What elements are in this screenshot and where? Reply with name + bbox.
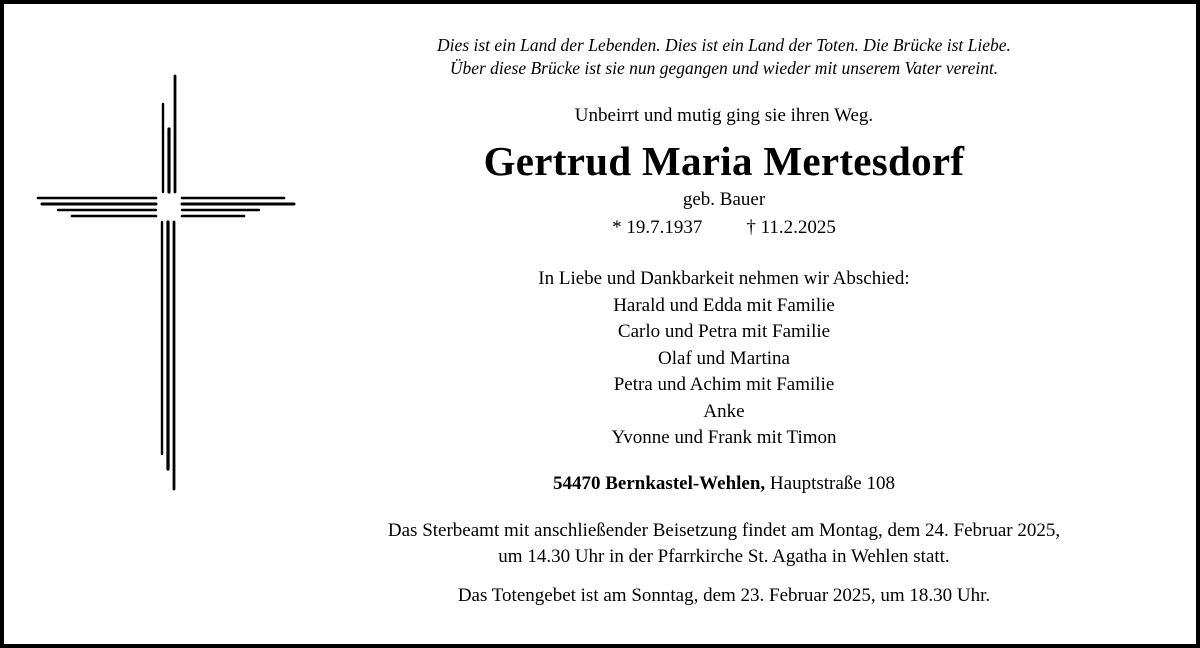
address xyxy=(304,472,1144,496)
mourner-item: Anke xyxy=(703,400,745,422)
prayer-notice: Das Totengebet ist am Sonntag, dem 23. Februar 2025, um 18.30 Uhr. xyxy=(457,584,991,606)
address-street: Hauptstraße 108 xyxy=(769,472,895,494)
birth-date: * 19.7.1937 xyxy=(612,217,703,238)
funeral-line: Das Sterbeamt mit anschließender Beisetzung findet am Montag, dem 24. Februar 2025, xyxy=(387,519,1061,541)
funeral-line: um 14.30 Uhr in der Pfarrkirche St. Agatha in Wehlen statt. xyxy=(498,545,950,567)
mourner-item: Carlo und Petra mit Familie xyxy=(617,321,831,342)
deceased-name: Gertrud Maria Mertesdorf xyxy=(483,138,965,184)
mourner-item: Olaf und Martina xyxy=(658,347,790,369)
mourner-item: Harald und Edda mit Familie xyxy=(613,294,835,316)
mourner-item: Petra und Achim mit Familie xyxy=(613,374,835,395)
motto xyxy=(304,34,1144,80)
motto-line: Dies ist ein Land der Lebenden. Dies ist ein Land der Toten. Die Brücke ist Liebe. xyxy=(437,35,1011,55)
address-city: 54470 Bernkastel-Wehlen, xyxy=(553,472,766,494)
death-date: † 11.2.2025 xyxy=(746,217,836,238)
motto-line: Über diese Brücke ist sie nun gegangen und wieder mit unserem Vater vereint. xyxy=(449,58,999,78)
mourners-intro: In Liebe und Dankbarkeit nehmen wir Abschied: xyxy=(538,268,910,289)
notice-text xyxy=(304,34,1144,608)
cross-icon xyxy=(34,74,299,499)
mourners-list xyxy=(304,266,1144,452)
maiden-name: geb. Bauer xyxy=(682,189,766,210)
funeral-notice xyxy=(304,518,1144,570)
mourner-item: Yvonne und Frank mit Timon xyxy=(611,427,837,448)
lead-line: Unbeirrt und mutig ging sie ihren Weg. xyxy=(574,105,874,126)
life-dates xyxy=(304,216,1144,240)
